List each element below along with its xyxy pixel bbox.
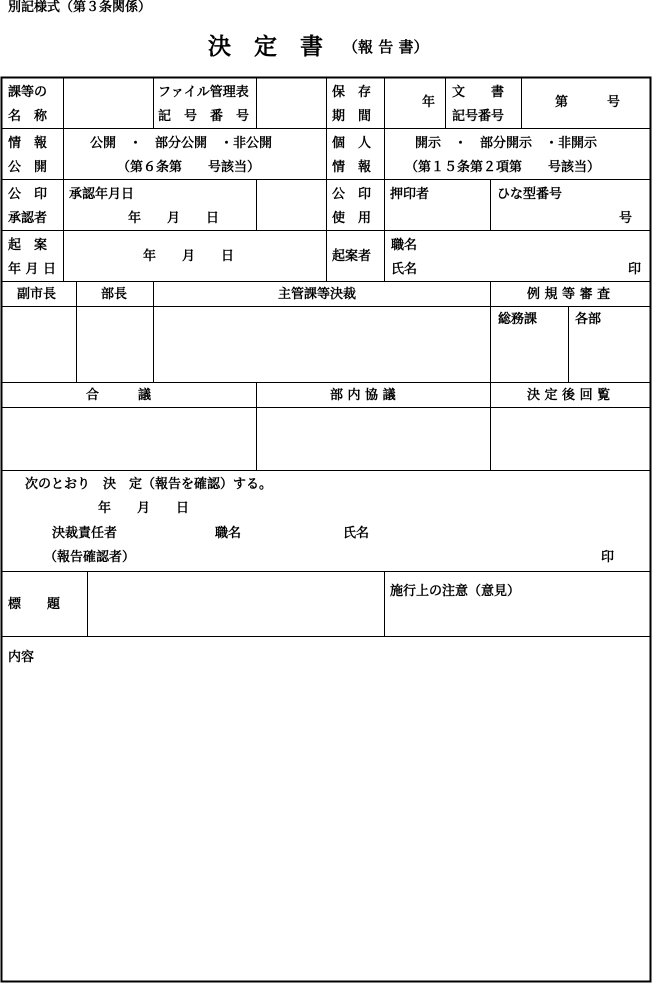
general-affairs-label: 総務課 <box>498 312 538 327</box>
decision-statement: 次のとおり 決 定（報告を確認）する。 <box>25 477 273 492</box>
approval-date-label: 承認年月日 <box>69 187 135 202</box>
drafter-label: 起案者 <box>332 249 372 264</box>
personal-info-label-1: 個 人 <box>332 136 372 151</box>
personal-info-label-2: 情 報 <box>332 160 372 175</box>
regulation-review-header: 例 規 等 審 査 <box>527 287 611 302</box>
retention-label-2: 期 間 <box>332 109 372 124</box>
drafter-seal-mark: 印 <box>628 262 642 277</box>
approval-date-blank: 年 月 日 <box>128 211 220 226</box>
implementation-notes-label: 施行上の注意（意見） <box>390 584 521 599</box>
decision-date-blank: 年 月 日 <box>98 501 190 516</box>
drafter-post-label: 職名 <box>391 238 418 253</box>
disclosure-clause: （第６条第 号該当） <box>117 160 261 175</box>
draft-date-label-1: 起 案 <box>8 238 48 253</box>
template-number-unit: 号 <box>619 211 633 226</box>
stamper-label: 押印者 <box>390 187 430 202</box>
vice-mayor-header: 副市長 <box>17 287 57 302</box>
responsible-note: （報告確認者） <box>44 550 136 565</box>
doc-number-label-1: 文 書 <box>452 85 505 100</box>
personal-info-clause: （第１５条第２項第 号該当） <box>405 160 601 175</box>
seal-use-label-1: 公 印 <box>332 187 372 202</box>
file-label-1: ファイル管理表 <box>158 85 249 100</box>
document-subtitle: （報 告 書） <box>343 38 429 56</box>
retention-year-unit: 年 <box>422 95 436 110</box>
draft-date-label-2: 年 月 日 <box>8 262 57 277</box>
template-number-label: ひな型番号 <box>497 187 563 202</box>
form-reference: 別記様式（第３条関係） <box>8 0 152 15</box>
content-label: 内容 <box>8 650 35 665</box>
section-name-label-1: 課等の <box>8 85 48 100</box>
seal-use-label-2: 使 用 <box>332 211 372 226</box>
doc-number-value: 第 号 <box>555 95 621 110</box>
responsible-post-label: 職名 <box>215 526 242 541</box>
seal-approver-label-1: 公 印 <box>8 187 48 202</box>
section-name-label-2: 名 称 <box>8 109 48 124</box>
personal-info-options: 開示 ・ 部分開示 ・非開示 <box>415 136 598 151</box>
disclosure-label-2: 公 開 <box>8 160 48 175</box>
responsible-seal-mark: 印 <box>601 550 615 565</box>
council-header: 合 議 <box>86 388 152 403</box>
file-label-2: 記 号 番 号 <box>158 109 250 124</box>
doc-number-label-2: 記号番号 <box>452 109 505 124</box>
draft-date-blank: 年 月 日 <box>143 249 235 264</box>
seal-approver-label-2: 承認者 <box>8 211 48 226</box>
drafter-name-label: 氏名 <box>391 262 418 277</box>
post-circulation-header: 決 定 後 回 覧 <box>527 388 611 403</box>
internal-consult-header: 部 内 協 議 <box>330 388 396 403</box>
responsible-label: 決裁責任者 <box>52 526 118 541</box>
responsible-name-label: 氏名 <box>343 526 370 541</box>
director-header: 部長 <box>101 287 128 302</box>
disclosure-label-1: 情 報 <box>8 136 48 151</box>
retention-label-1: 保 存 <box>332 85 372 100</box>
main-section-header: 主管課等決裁 <box>278 287 357 302</box>
document-title: 決 定 書 <box>208 34 323 60</box>
each-dept-label: 各部 <box>575 312 602 327</box>
subject-title-label: 標 題 <box>8 597 61 612</box>
disclosure-options: 公開 ・ 部分公開 ・非公開 <box>90 136 273 151</box>
